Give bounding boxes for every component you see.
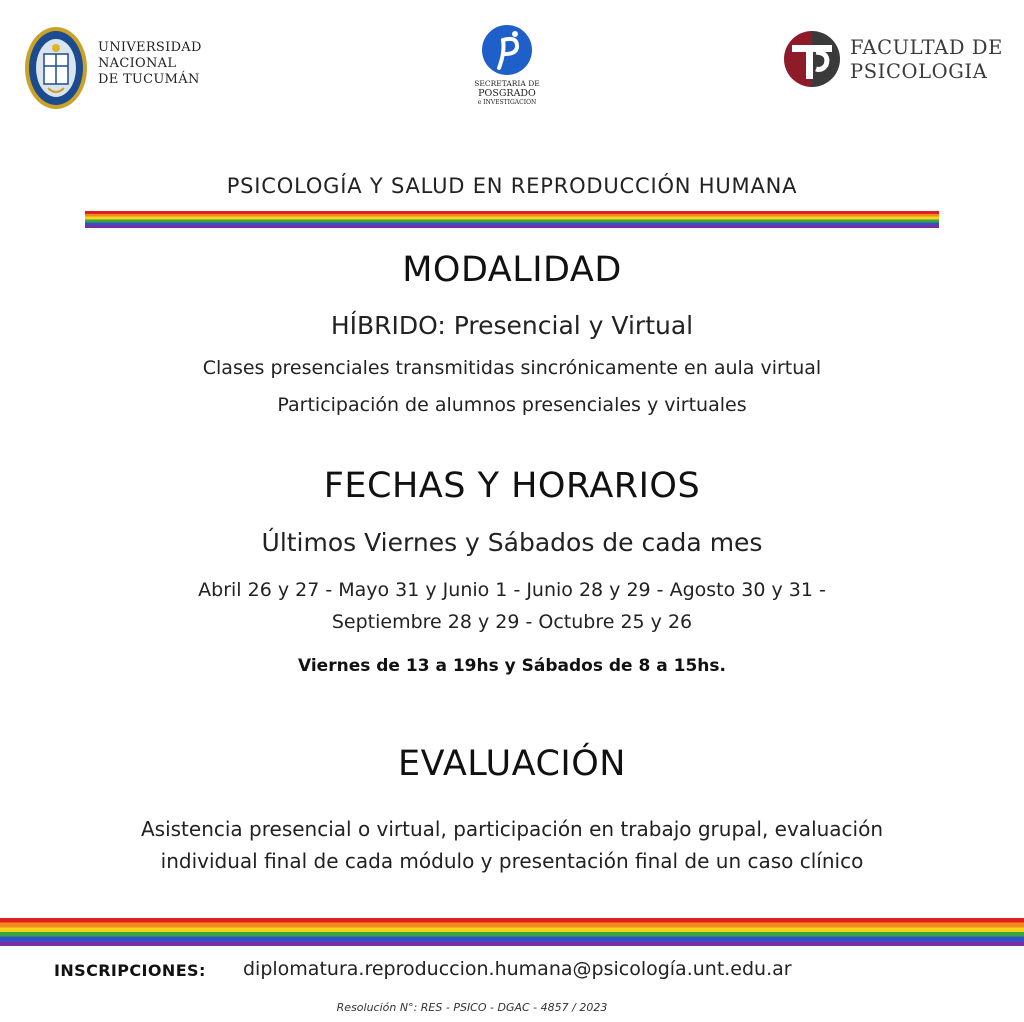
facultad-name: [850, 36, 1003, 84]
posgrado-name-line2: POSGRADO: [478, 88, 536, 99]
inscripciones-email: diplomatura.reproduccion.humana@psicología.unt.edu.ar: [243, 958, 792, 980]
fechas-schedule: Viernes de 13 a 19hs y Sábados de 8 a 15hs.: [298, 656, 726, 676]
evaluacion-heading: EVALUACIÓN: [398, 744, 626, 784]
posgrado-name-line1: SECRETARIA DE: [474, 79, 540, 88]
university-name-line3: DE TUCUMÁN: [98, 72, 200, 87]
posgrado-logo-icon: [481, 24, 533, 76]
university-name: [98, 40, 202, 88]
evaluacion-line2: individual final de cada módulo y presentación final de un caso clínico: [160, 849, 864, 873]
posgrado-name: [440, 79, 574, 106]
university-name-line2: NACIONAL: [98, 56, 177, 71]
modalidad-line1: Clases presenciales transmitidas sincrónicamente en aula virtual: [202, 357, 822, 379]
university-seal-icon: [24, 26, 88, 110]
rainbow-divider-top: [85, 211, 939, 228]
resolution-number: Resolución N°: RES - PSICO - DGAC - 4857 / 2023: [336, 1001, 608, 1014]
modalidad-heading: MODALIDAD: [402, 250, 622, 290]
university-name-line1: UNIVERSIDAD: [98, 40, 202, 55]
rainbow-divider-bottom: [0, 918, 1024, 946]
fechas-dates-line2: Septiembre 28 y 29 - Octubre 25 y 26: [331, 611, 693, 633]
modalidad-subheading: HÍBRIDO: Presencial y Virtual: [330, 311, 694, 340]
facultad-logo-icon: [782, 29, 842, 89]
fechas-heading: FECHAS Y HORARIOS: [323, 466, 701, 506]
evaluacion-line1: Asistencia presencial o virtual, participación en trabajo grupal, evaluación: [140, 817, 884, 841]
inscripciones-label: INSCRIPCIONES:: [54, 961, 206, 980]
modalidad-line2: Participación de alumnos presenciales y virtuales: [277, 394, 747, 416]
program-title: PSICOLOGÍA Y SALUD EN REPRODUCCIÓN HUMANA: [226, 174, 798, 198]
fechas-dates-line1: Abril 26 y 27 - Mayo 31 y Junio 1 - Junio 28 y 29 - Agosto 30 y 31 -: [198, 579, 826, 601]
fechas-subheading: Últimos Viernes y Sábados de cada mes: [261, 528, 763, 557]
facultad-name-line2: PSICOLOGIA: [850, 60, 988, 83]
posgrado-name-line3: e INVESTIGACION: [477, 99, 537, 106]
facultad-name-line1: FACULTAD DE: [850, 36, 1003, 59]
